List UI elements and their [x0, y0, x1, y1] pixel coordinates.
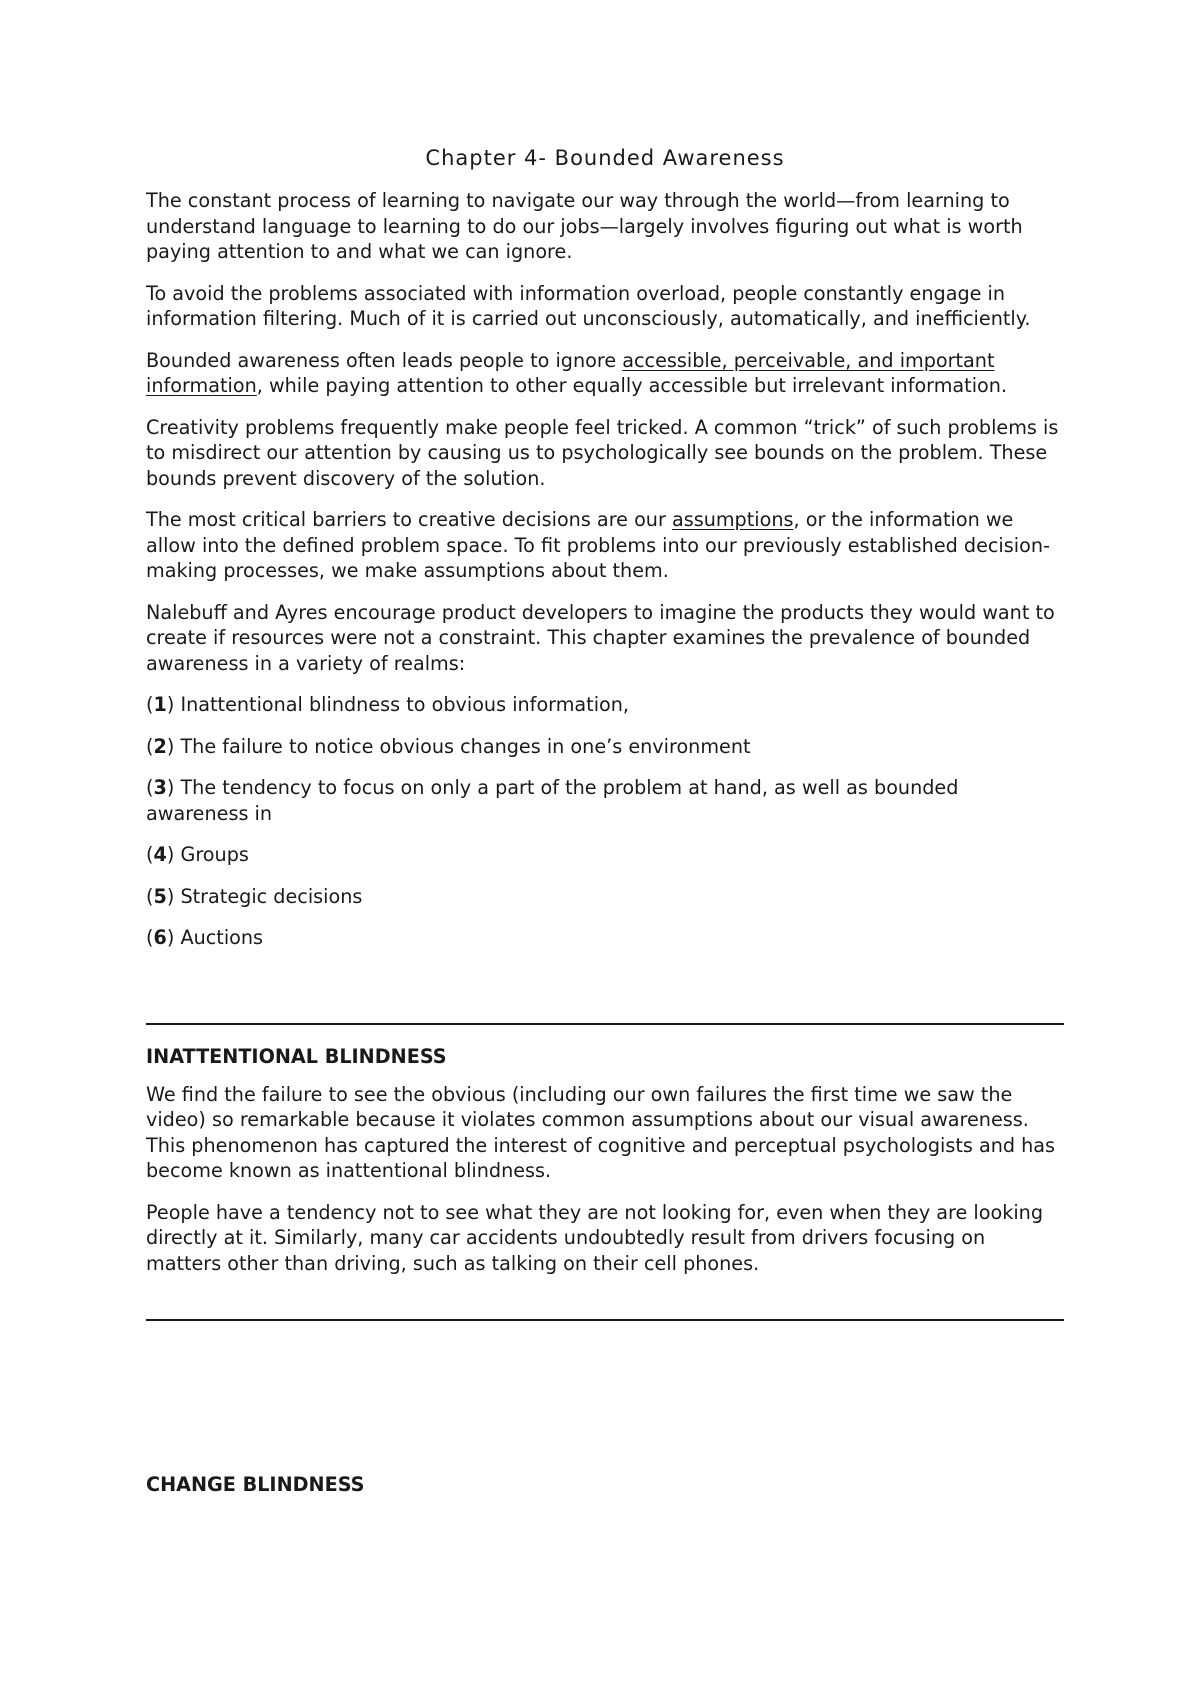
- intro-paragraph-5: [146, 507, 1064, 584]
- intro-paragraph-5-start: The most critical barriers to creative decisions are our: [146, 508, 672, 531]
- realm-item: (1) Inattentional blindness to obvious information,: [146, 693, 630, 716]
- intro-paragraph-6: Nalebuff and Ayres encourage product developers to imagine the products they would want to create if resources were not a constraint. This chapter examines the prevalence of bounded awareness in a variety of realms:: [146, 600, 1055, 675]
- realm-text: The tendency to focus on only a part of the problem at hand, as well as bounded awareness in: [146, 776, 959, 825]
- inattentional-blindness-section: [146, 1044, 1064, 1292]
- realm-item: (2) The failure to notice obvious changes in one’s environment: [146, 734, 751, 758]
- realm-item: (4) Groups: [146, 843, 249, 866]
- change-blindness-section: [146, 1472, 1064, 1510]
- chapter-title: Chapter 4- Bounded Awareness: [425, 146, 785, 170]
- intro-paragraph-3-underlined: accessible, perceivable, and important information: [146, 348, 995, 397]
- realm-item: (5) Strategic decisions: [146, 884, 363, 908]
- intro-paragraph-1: The constant process of learning to navigate our way through the world—from learning to understand language to learning to do our jobs—largely involves figuring out what is worth paying attention to and what we can ignore.: [146, 189, 1023, 263]
- intro-paragraph-3: [146, 348, 1064, 399]
- realm-number: 1: [153, 693, 167, 716]
- intro-paragraph-3-end: , while paying attention to other equally accessible but irrelevant information.: [256, 374, 1008, 397]
- section-heading: INATTENTIONAL BLINDNESS: [146, 1045, 447, 1068]
- intro-paragraph-5-underlined: assumptions: [671, 508, 794, 531]
- realm-text: Inattentional blindness to obvious information,: [174, 693, 630, 716]
- intro-paragraph-4: Creativity problems frequently make people feel tricked. A common “trick” of such problems is to misdirect our attention by causing us to psychologically see bounds on the problem. These bounds prevent discovery of the solution.: [146, 415, 1059, 490]
- section-paragraph-2: People have a tendency not to see what they are not looking for, even when they are looking directly at it. Similarly, many car accidents undoubtedly result from drivers focusing on matters other than driving, such as talking on their cell phones.: [146, 1200, 1044, 1275]
- section-heading: CHANGE BLINDNESS: [146, 1473, 365, 1496]
- realm-text: The failure to notice obvious changes in one’s environment: [174, 734, 751, 758]
- intro-section: [146, 188, 1064, 967]
- realm-number: 2: [153, 734, 167, 758]
- realm-number: 6: [153, 926, 167, 949]
- realm-number: 4: [153, 843, 167, 866]
- intro-paragraph-5-end: , or the information we allow into the defined problem space. To fit problems into our previously established decision-making processes, we make assumptions about them.: [146, 508, 1050, 582]
- intro-paragraph-3-start: Bounded awareness often leads people to ignore: [146, 348, 623, 372]
- realm-text: Groups: [174, 843, 249, 866]
- intro-paragraph-2: To avoid the problems associated with information overload, people constantly engage in information filtering. Much of it is carried out unconsciously, automatically, and inefficiently.: [146, 281, 1031, 330]
- realm-number: 3: [153, 776, 167, 799]
- realm-item: (3) The tendency to focus on only a part of the problem at hand, as well as bounded awareness in: [146, 776, 959, 825]
- realm-number: 5: [153, 884, 167, 908]
- section-divider: [146, 1319, 1064, 1321]
- realm-text: Auctions: [174, 926, 264, 949]
- realm-text: Strategic decisions: [174, 884, 363, 908]
- section-divider: [146, 1023, 1064, 1025]
- section-paragraph-1: We find the failure to see the obvious (including our own failures the first time we saw the video) so remarkable because it violates common assumptions about our visual awareness. This phenomenon has captured the interest of cognitive and perceptual psychologists and has become known as inattentional blindness.: [146, 1082, 1056, 1182]
- realm-item: (6) Auctions: [146, 926, 264, 949]
